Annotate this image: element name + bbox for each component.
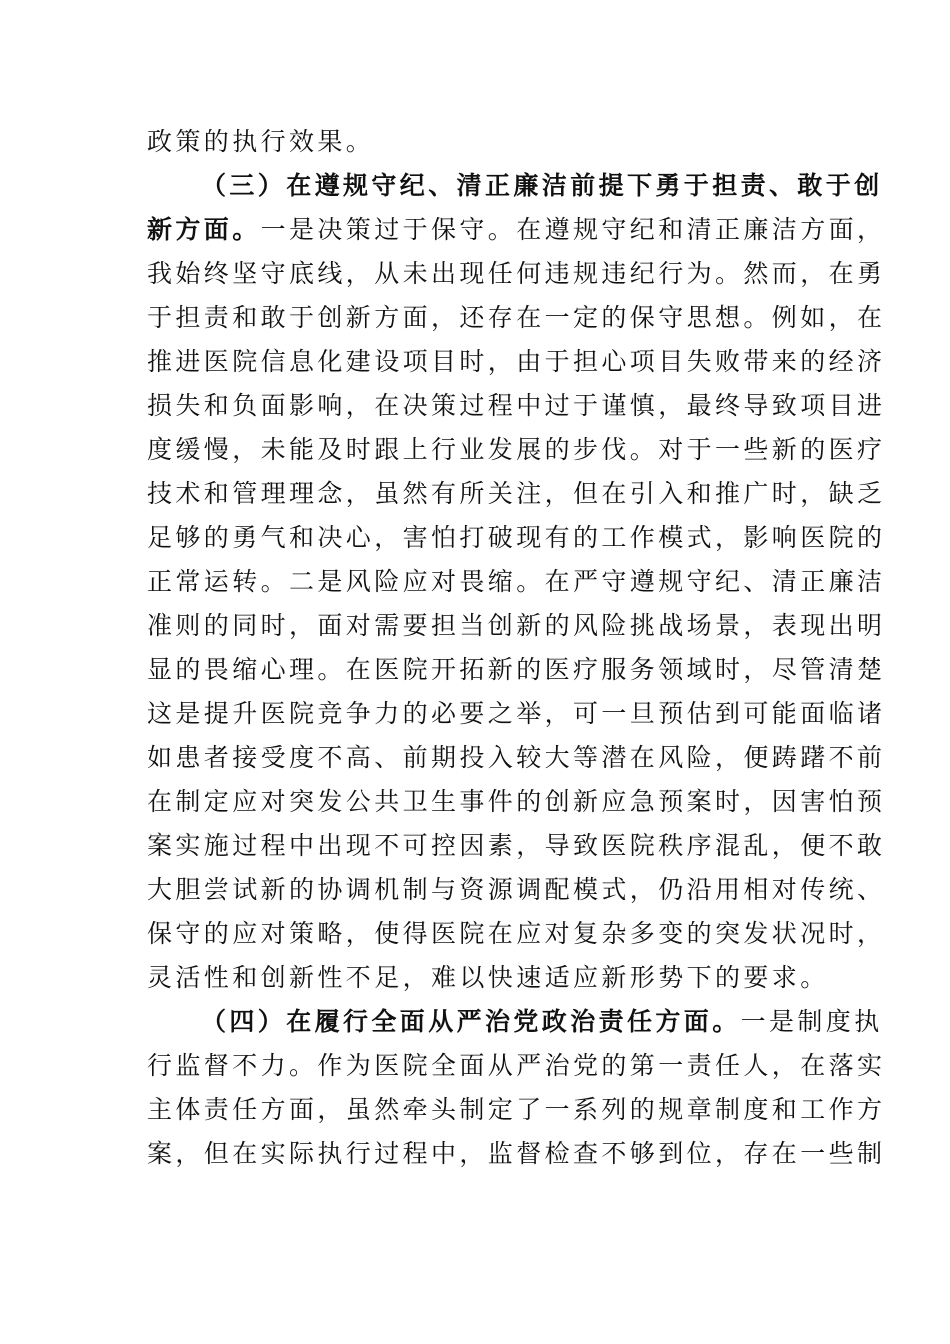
text-line: 技术和管理理念，虽然有所关注，但在引入和推广时，缺乏 (147, 479, 886, 508)
text-line: 案，但在实际执行过程中，监督检查不够到位，存在一些制 (147, 1139, 886, 1168)
text-line: 显的畏缩心理。在医院开拓新的医疗服务领域时，尽管清楚 (147, 655, 886, 684)
text-line: 案实施过程中出现不可控因素，导致医院秩序混乱，便不敢 (147, 831, 886, 860)
text-line: 如患者接受度不高、前期投入较大等潜在风险，便踌躇不前 (147, 743, 886, 772)
document-body (147, 120, 886, 1176)
text-line: 损失和负面影响，在决策过程中过于谨慎，最终导致项目进 (147, 391, 886, 420)
text-line: 政策的执行效果。 (147, 127, 375, 156)
section-heading-line: （四）在履行全面从严治党政治责任方面。一是制度执 (201, 1007, 883, 1036)
text-line: 新方面。一是决策过于保守。在遵规守纪和清正廉洁方面， (147, 215, 886, 244)
text-line: 主体责任方面，虽然牵头制定了一系列的规章制度和工作方 (147, 1095, 886, 1124)
text-line: 准则的同时，面对需要担当创新的风险挑战场景，表现出明 (147, 611, 886, 640)
text-line: 大胆尝试新的协调机制与资源调配模式，仍沿用相对传统、 (147, 875, 886, 904)
text-line: 我始终坚守底线，从未出现任何违规违纪行为。然而，在勇 (147, 259, 886, 288)
text-line: 推进医院信息化建设项目时，由于担心项目失败带来的经济 (147, 347, 886, 376)
text-line: 行监督不力。作为医院全面从严治党的第一责任人，在落实 (147, 1051, 886, 1080)
text-line: 足够的勇气和决心，害怕打破现有的工作模式，影响医院的 (147, 523, 886, 552)
text-line: 保守的应对策略，使得医院在应对复杂多变的突发状况时， (147, 919, 886, 948)
text-line: 度缓慢，未能及时跟上行业发展的步伐。对于一些新的医疗 (147, 435, 886, 464)
text-line: 灵活性和创新性不足，难以快速适应新形势下的要求。 (147, 963, 829, 992)
text-line: 这是提升医院竞争力的必要之举，可一旦预估到可能面临诸 (147, 699, 886, 728)
text-line: 于担责和敢于创新方面，还存在一定的保守思想。例如，在 (147, 303, 886, 332)
section-heading-line: （三）在遵规守纪、清正廉洁前提下勇于担责、敢于创 (201, 171, 883, 200)
text-line: 正常运转。二是风险应对畏缩。在严守遵规守纪、清正廉洁 (147, 567, 886, 596)
text-line: 在制定应对突发公共卫生事件的创新应急预案时，因害怕预 (147, 787, 886, 816)
